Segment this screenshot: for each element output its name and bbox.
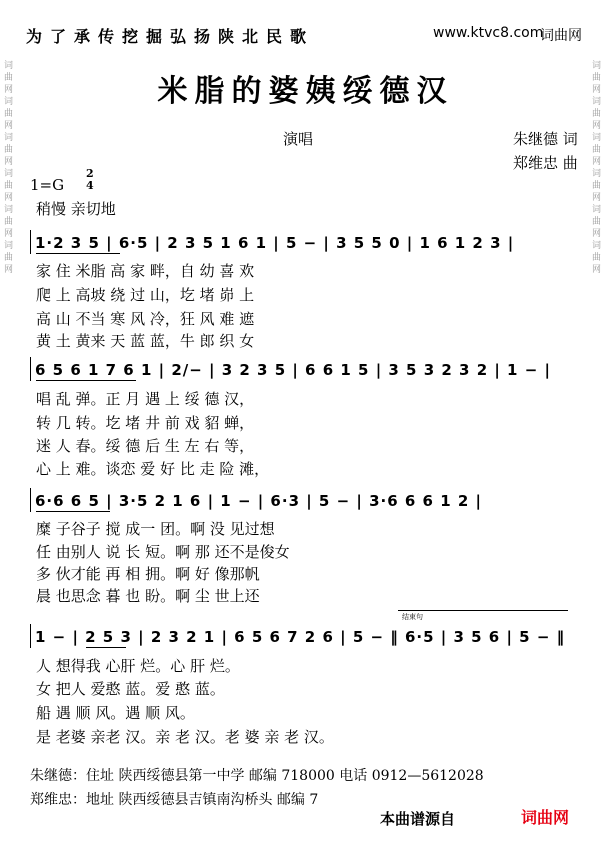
watermark-left: 词曲网词曲网词曲网词曲网词曲网词曲网 <box>4 61 14 275</box>
lyric-line: 转 几 转。圪 堵 井 前 戏 貂 蝉， <box>36 414 255 432</box>
lyric-line: 是 老婆 亲老 汉。亲 老 汉。老 婆 亲 老 汉。 <box>36 728 334 746</box>
banner-text: 为了承传挖掘弘扬陕北民歌 <box>26 27 315 46</box>
time-signature <box>86 168 94 192</box>
time-bottom: 4 <box>86 179 94 192</box>
lyric-line: 黄 土 黄来 天 蓝 蓝，牛 郎 织 女 <box>36 332 255 350</box>
notation-line: 6·6 6 5 | 3·5 2 1 6 | 1 − | 6·3 | 5 − | 3·6 6 6 1 2 | <box>35 492 482 510</box>
ending-label: 结束句 <box>402 613 423 621</box>
lyric-line: 船 遇 顺 风。遇 顺 风。 <box>36 704 195 722</box>
notation-line: 6 5 6 1 7 6 1 | 2/− | 3 2 3 5 | 6 6 1 5 | 3 5 3 2 3 2 | 1 − | <box>35 361 551 379</box>
lyric-line: 心 上 难。谈恋 爱 好 比 走 险 滩， <box>36 460 270 478</box>
barline <box>30 230 31 254</box>
lyric-line: 唱 乱 弹。正 月 遇 上 绥 德 汉， <box>36 390 255 408</box>
beam <box>36 511 110 512</box>
footer-line: 朱继德：住址 陕西绥德县第一中学 邮编 718000 电话 0912—5612028 <box>30 768 484 784</box>
lyric-line: 高 山 不当 寒 风 冷，狂 风 难 遮 <box>36 310 255 328</box>
lyric-line: 人 想得我 心肝 烂。心 肝 烂。 <box>36 657 240 675</box>
site-logo[interactable]: 词曲网 <box>521 808 570 827</box>
barline <box>30 357 31 381</box>
footer-line: 郑维忠：地址 陕西绥德县吉镇南沟桥头 邮编 7 <box>30 792 319 808</box>
lyricist-credit: 朱继德 词 <box>513 130 578 148</box>
time-top: 2 <box>86 167 94 180</box>
site-url[interactable]: www.ktvc8.com <box>433 25 544 41</box>
lyric-line: 糜 子谷子 搅 成一 团。啊 没 见过想 <box>36 520 275 538</box>
lyric-line: 爬 上 高坡 绕 过 山，圪 堵 峁 上 <box>36 286 255 304</box>
notation-line: 1·2 3 5 | 6·5 | 2 3 5 1 6 1 | 5 − | 3 5 5 0 | 1 6 1 2 3 | <box>35 234 515 252</box>
source-label: 本曲谱源自 <box>380 810 456 828</box>
lyric-line: 迷 人 春。绥 德 后 生 左 右 等， <box>36 437 255 455</box>
barline <box>30 488 31 512</box>
lyric-line: 任 由别人 说 长 短。啊 那 还不是俊女 <box>36 543 290 561</box>
site-name[interactable]: 词曲网 <box>540 28 582 44</box>
beam <box>36 380 136 381</box>
beam <box>86 647 126 648</box>
ending-bracket <box>398 610 568 611</box>
composer-credit: 郑维忠 曲 <box>513 154 578 172</box>
lyric-line: 多 伙才能 再 相 拥。啊 好 像那帆 <box>36 565 260 583</box>
key-signature: 1=G <box>30 176 65 194</box>
lyric-line: 家 住 米脂 高 家 畔，自 幼 喜 欢 <box>36 262 255 280</box>
barline <box>30 624 31 648</box>
singer-label: 演唱 <box>283 130 314 148</box>
watermark-right: 词曲网词曲网词曲网词曲网词曲网词曲网 <box>592 61 602 275</box>
lyric-line: 晨 也思念 暮 也 盼。啊 尘 世上还 <box>36 587 260 605</box>
tempo-marking: 稍慢 亲切地 <box>36 200 116 218</box>
song-title: 米脂的婆姨绥德汉 <box>157 74 454 109</box>
beam <box>36 253 120 254</box>
notation-line: 1 − | 2 5 3 | 2 3 2 1 | 6 5 6 7 2 6 | 5 − ‖ 6·5 | 3 5 6 | 5 − ‖ <box>35 628 566 646</box>
lyric-line: 女 把人 爱憨 蓝。爱 憨 蓝。 <box>36 680 225 698</box>
